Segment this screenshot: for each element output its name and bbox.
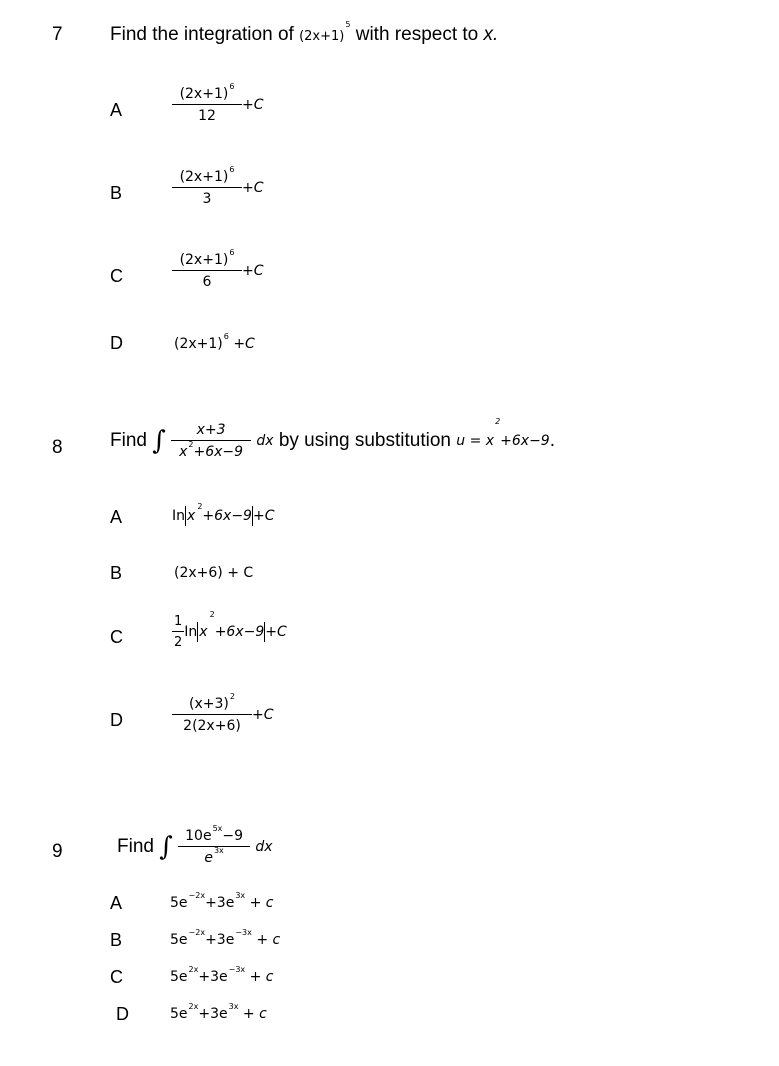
q7-expression: $(2x+1)^5$: [299, 20, 351, 44]
q8-integral-sign: ∫: [152, 426, 166, 456]
q7-option-d[interactable]: $(2x+1)^6 +C$: [174, 332, 255, 352]
q8-integrand-fraction: $\frac{x+3}{x^2+6x-9}$: [171, 422, 251, 460]
q7-option-a[interactable]: $\frac{(2x+1)^6}{12}$ +C: [172, 86, 264, 124]
q9-option-d[interactable]: $5e^{2x}+3e^{3x} + c$: [170, 1002, 267, 1022]
q8-option-d-letter[interactable]: D: [110, 710, 123, 730]
q8-text-mid: by using substitution: [278, 430, 451, 451]
q8-option-a-letter[interactable]: A: [110, 507, 123, 527]
q7-option-b-letter[interactable]: B: [110, 183, 123, 203]
q8-option-c[interactable]: $\frac{1}{2}$ In $x^2+6x-9+C$: [174, 610, 287, 650]
q9-integral-sign: ∫: [159, 832, 173, 862]
q8-option-c-coefficient: $\frac{1}{2}$: [174, 614, 183, 650]
q7-option-b[interactable]: $\frac{(2x+1)^6}{3}$ +C: [172, 169, 264, 207]
q9-dx: dx: [255, 839, 273, 855]
q7-variable: x.: [483, 24, 499, 45]
q9-option-c-letter[interactable]: C: [110, 967, 123, 987]
question-7-text: [110, 20, 499, 46]
q9-option-b-letter[interactable]: B: [110, 930, 123, 950]
q8-option-c-letter[interactable]: C: [110, 627, 123, 647]
q8-option-b-letter[interactable]: B: [110, 563, 123, 583]
q8-option-b[interactable]: (2x+6) + C: [174, 565, 254, 581]
q7-option-c-fraction: $\frac{(2x+1)^6}{6}$: [172, 252, 242, 290]
q8-period: .: [549, 430, 555, 451]
q8-option-d[interactable]: $\frac{(x+3)^2}{2(2x+6)}$ +C: [172, 696, 274, 734]
question-9-text: [117, 824, 273, 866]
q7-option-a-fraction: $\frac{(2x+1)^6}{12}$: [172, 86, 242, 124]
q9-option-a-letter[interactable]: A: [110, 893, 123, 913]
q8-substitution: $u = x^2+6x-9$: [456, 416, 550, 449]
q7-option-c[interactable]: $\frac{(2x+1)^6}{6}$ +C: [172, 252, 264, 290]
q8-option-d-fraction: $\frac{(x+3)^2}{2(2x+6)}$: [172, 696, 252, 734]
q9-option-a[interactable]: $5e^{-2x}+3e^{3x} + c$: [170, 891, 274, 911]
q9-option-b[interactable]: $5e^{-2x}+3e^{-3x} + c$: [170, 928, 281, 948]
q7-text-before: Find the integration of: [110, 24, 294, 45]
q7-option-c-letter[interactable]: C: [110, 266, 123, 286]
q9-integrand-fraction: $\frac{10e^{5x}-9}{e^{3x}}$: [178, 828, 250, 866]
question-7-number: 7: [52, 24, 63, 45]
q8-find: Find: [110, 430, 147, 451]
q7-text-after: with respect to: [355, 24, 479, 45]
q9-option-d-letter[interactable]: D: [116, 1004, 129, 1024]
q9-option-c[interactable]: $5e^{2x}+3e^{-3x} + c$: [170, 965, 274, 985]
q7-option-a-letter[interactable]: A: [110, 100, 123, 120]
question-8-text: [110, 416, 555, 460]
q8-option-a[interactable]: In $x^2+6x-9+C$: [172, 502, 275, 524]
q8-dx: dx: [256, 433, 274, 449]
q9-find: Find: [117, 836, 154, 857]
q7-option-d-letter[interactable]: D: [110, 333, 123, 353]
question-9-number: 9: [52, 841, 63, 862]
question-8-number: 8: [52, 437, 63, 458]
q7-option-b-fraction: $\frac{(2x+1)^6}{3}$: [172, 169, 242, 207]
